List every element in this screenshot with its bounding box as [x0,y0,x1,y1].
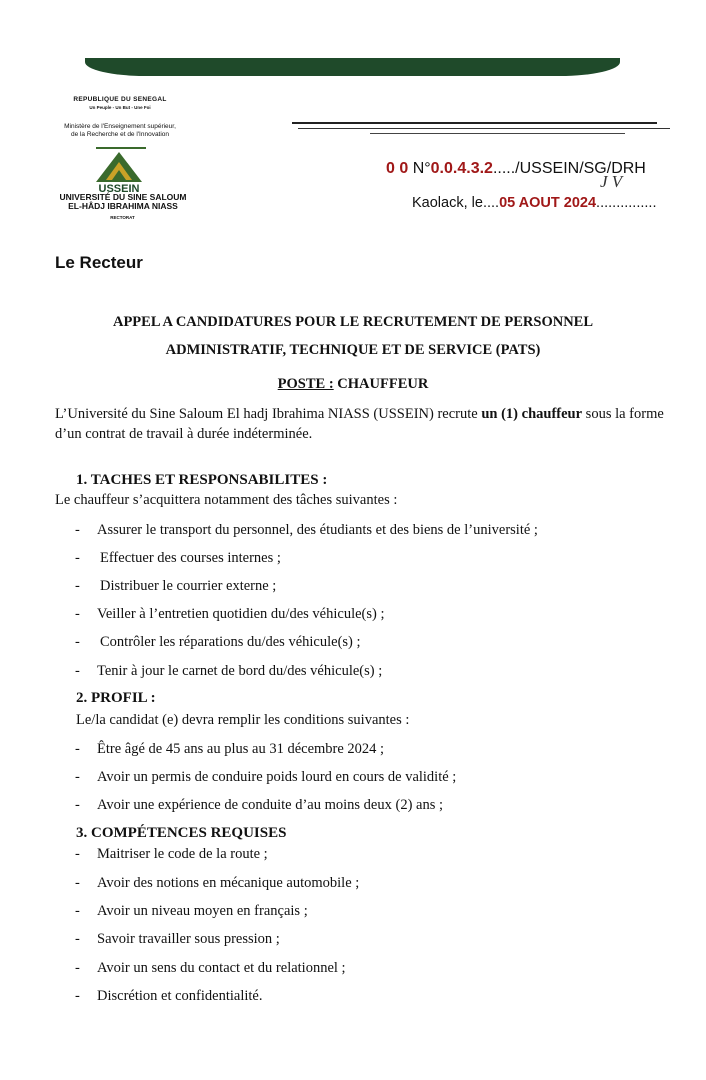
list-item-text: Maitriser le code de la route ; [97,846,268,862]
list-item [75,960,675,980]
date-line: Kaolack, le....05 AOUT 2024............... [412,195,657,211]
list-item-text: Veiller à l’entretien quotidien du/des véhicule(s) ; [97,606,385,622]
list-item [75,797,675,817]
bullet-dash: - [75,663,80,679]
list-item-text: Distribuer le courrier externe ; [100,578,277,594]
list-item [75,522,675,542]
bullet-dash: - [75,875,80,891]
bullet-dash: - [75,550,80,566]
header-band [85,58,620,76]
list-item-text: Effectuer des courses internes ; [100,550,281,566]
list-item [75,988,675,1008]
header-rule [292,122,657,124]
list-item-text: Avoir une expérience de conduite d’au moins deux (2) ans ; [97,797,444,813]
list-item-text: Contrôler les réparations du/des véhicule(s) ; [100,634,361,650]
list-item [75,578,675,598]
section-lead: Le/la candidat (e) devra remplir les conditions suivantes : [76,712,410,728]
ministry-line-2: de la Recherche et de l'Innovation [70,131,170,138]
list-item [75,634,675,654]
rectorat-label: RECTORAT [110,215,135,220]
section-heading: 2. PROFIL : [76,690,156,706]
list-item-text: Être âgé de 45 ans au plus au 31 décembre 2024 ; [97,741,385,757]
list-item-text: Tenir à jour le carnet de bord du/des véhicule(s) ; [97,663,383,679]
section-heading: 1. TACHES ET RESPONSABILITES : [76,472,328,488]
intro-text: L’Université du Sine Saloum El hadj Ibrahima NIASS (USSEIN) recrute [55,406,482,422]
bullet-dash: - [75,578,80,594]
ministry-name [30,123,210,139]
section-lead: Le chauffeur s’acquittera notamment des tâches suivantes : [55,492,398,508]
list-item-text: Avoir un niveau moyen en français ; [97,903,308,919]
ministry-line-1: Ministère de l'Enseignement supérieur, [64,123,176,130]
header-rule [370,133,625,134]
bullet-dash: - [75,769,80,785]
list-item [75,606,675,626]
list-item-text: Assurer le transport du personnel, des étudiants et des biens de l’université ; [97,522,538,538]
bullet-dash: - [75,988,80,1004]
university-line-2: EL-HÂDJ IBRAHIMA NIASS [68,201,178,211]
republic-label: REPUBLIQUE DU SENEGAL [73,96,167,103]
list-item [75,741,675,761]
bullet-dash: - [75,960,80,976]
logo-acronym: USSEIN [98,183,140,194]
reference-prefix: N° [412,160,431,177]
document-title-line-2: ADMINISTRATIF, TECHNIQUE ET DE SERVICE (PATS) [165,342,541,358]
list-item [75,550,675,570]
bullet-dash: - [75,797,80,813]
bullet-dash: - [75,846,80,862]
list-item-text: Discrétion et confidentialité. [97,988,263,1004]
position-label: POSTE : [277,376,334,392]
reference-number: 0 0 N°0.0.4.3.2...../USSEIN/SG/DRH [386,160,646,177]
header-rule [298,128,670,129]
reference-suffix: /USSEIN/SG/DRH [515,160,646,177]
position-value: CHAUFFEUR [333,376,429,392]
list-item-text: Avoir un sens du contact et du relationnel ; [97,960,346,976]
list-item [75,875,675,895]
bullet-dash: - [75,522,80,538]
list-item-text: Avoir des notions en mécanique automobile ; [97,875,360,891]
place-label: Kaolack, le [412,195,483,211]
section-heading: 3. COMPÉTENCES REQUISES [76,825,287,841]
intro-highlight: un (1) chauffeur [481,406,583,422]
date-stamp: 05 AOUT 2024 [499,195,597,211]
university-logo-icon [90,150,148,194]
bullet-dash: - [75,931,80,947]
national-motto: Un Peuple - Un But - Une Foi [89,105,151,110]
list-item-text: Savoir travailler sous pression ; [97,931,280,947]
list-item [75,769,675,789]
university-name [38,193,208,211]
list-item [75,663,675,683]
list-item-text: Avoir un permis de conduire poids lourd en cours de validité ; [97,769,457,785]
bullet-dash: - [75,606,80,622]
reference-number-value: 0.0.4.3.2 [430,160,493,177]
university-line-1: UNIVERSITÉ DU SINE SALOUM [59,192,187,202]
bullet-dash: - [75,634,80,650]
position-title [0,376,706,393]
stamp-number: 0 0 [386,160,409,177]
intro-text-end: sous la forme d’un contrat de travail à durée indéterminée. [55,406,664,442]
document-title-line-1: APPEL A CANDIDATURES POUR LE RECRUTEMENT DE PERSONNEL [112,314,594,330]
intro-paragraph [55,404,670,444]
list-item [75,931,675,951]
divider [96,147,146,149]
list-item [75,903,675,923]
handwritten-initials: J V [600,172,623,191]
sender: Le Recteur [55,253,143,272]
bullet-dash: - [75,741,80,757]
bullet-dash: - [75,903,80,919]
list-item [75,846,675,866]
